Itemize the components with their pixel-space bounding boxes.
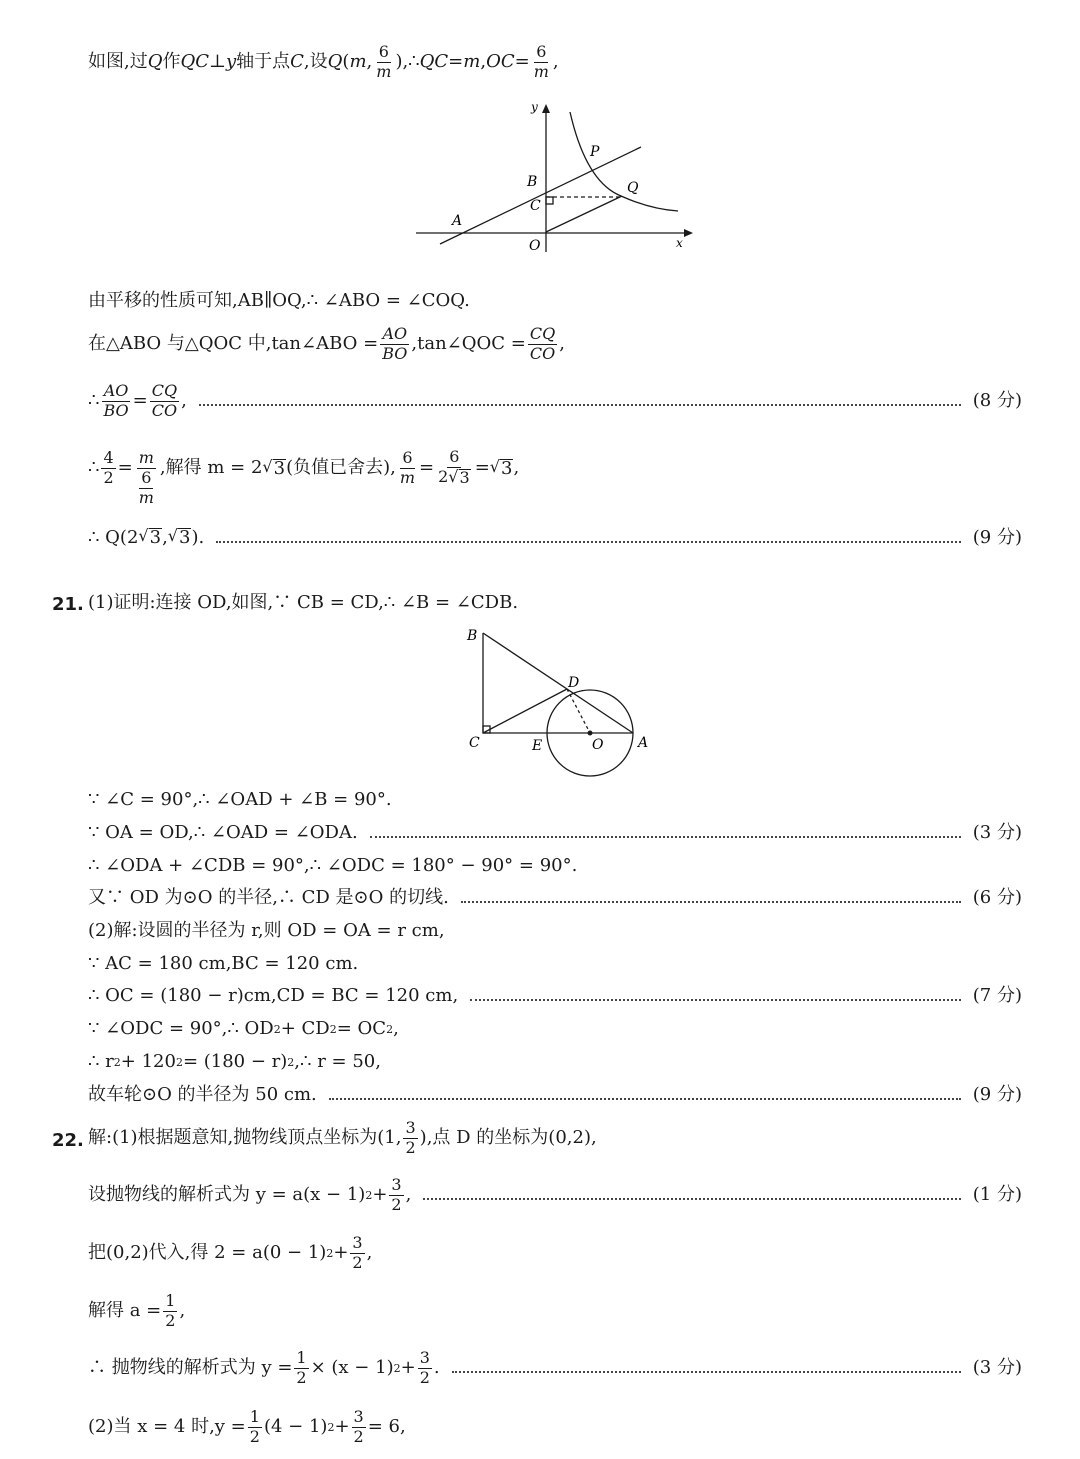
text: ∴ ∠ODA + ∠CDB = 90°,∴ ∠ODC = 180° − 90° = 90°.: [88, 855, 578, 876]
question-number-21: 21.: [52, 594, 84, 615]
complex-fraction: $\frac{m}{\frac{6}{m}}$: [138, 448, 154, 507]
line-substitute: 把(0,2)代入,得 2 = a(0 − 1) 2 + $\frac{3}{2}$ ,: [88, 1233, 373, 1272]
line-q22-vertex: [88, 1120, 597, 1157]
text: ⊥: [209, 51, 226, 73]
var: Q: [327, 51, 343, 73]
line-solve-a: [88, 1293, 185, 1330]
score-label: (7 分): [972, 985, 1022, 1006]
label-d: D: [568, 675, 580, 691]
text: ∴ r: [88, 1051, 114, 1072]
line-ratio: [88, 383, 1022, 420]
line-q21-proof: [88, 594, 518, 612]
text: = 6,: [367, 1416, 406, 1438]
text: ,: [366, 51, 373, 73]
text: =: [132, 390, 148, 412]
line-define-q: [88, 44, 559, 81]
line-conclusion-21: [88, 1086, 1022, 1104]
label-p: P: [590, 144, 600, 160]
label-q: Q: [627, 180, 639, 196]
fraction: $\frac{3}{2}$: [352, 1233, 363, 1272]
var: QC: [419, 51, 449, 73]
line-pythagoras: ∵ ∠ODC = 90°,∴ OD 2 + CD 2 = OC 2 ,: [88, 1018, 399, 1039]
text: ,: [552, 51, 559, 73]
text: (2)解:设圆的半径为 r,则 OD = OA = r cm,: [88, 920, 445, 941]
line-solve-r: ∴ r 2 + 120 2 = (180 − r) 2 ,∴ r = 50,: [88, 1051, 381, 1072]
label-a: A: [452, 213, 463, 229]
sqrt: √ 3: [489, 456, 513, 479]
line-ab: [440, 147, 641, 244]
text: ,tan∠QOC =: [411, 333, 526, 355]
score-label: (9 分): [972, 1084, 1022, 1105]
score-label: (1 分): [972, 1184, 1022, 1206]
label-o: O: [529, 238, 541, 254]
segment-cd: [483, 689, 567, 733]
label-e: E: [532, 738, 543, 754]
text: + 120: [120, 1051, 176, 1072]
text: 把(0,2)代入,得 2 = a(0 − 1): [88, 1242, 327, 1264]
score-label: (6 分): [972, 887, 1022, 908]
segment-oq: [546, 196, 622, 232]
text: (负值已舍去),: [286, 457, 396, 479]
text: ,: [480, 51, 487, 73]
fraction: $\frac{3}{2}$: [353, 1407, 364, 1446]
line-oa-od: [88, 824, 1022, 842]
text: ),∴: [395, 51, 420, 73]
text: 设抛物线的解析式为 y = a(x − 1): [88, 1184, 366, 1206]
line-tangent: [88, 889, 1022, 907]
fraction: $\frac{AO}{BO}$: [382, 324, 408, 363]
leader-dots: [199, 404, 961, 406]
text: ,: [513, 457, 520, 479]
line-radius: [88, 922, 445, 940]
fraction: $\frac{6}{m}$: [533, 42, 549, 81]
var: OC: [486, 51, 515, 73]
label-b: B: [527, 174, 538, 190]
score-label: (3 分): [972, 1357, 1022, 1379]
text: ∴: [88, 390, 100, 412]
fraction: $\frac{6}{m}$: [399, 447, 416, 487]
fraction: $\frac{1}{2}$: [249, 1407, 260, 1446]
var: C: [290, 51, 304, 73]
score-label: (3 分): [972, 822, 1022, 843]
fraction: 6 2 √ 3: [438, 447, 470, 488]
text: ,解得 m = 2: [159, 457, 263, 479]
text: =: [117, 457, 133, 479]
line-q-coord: [88, 528, 1022, 547]
text: ∵ ∠C = 90°,∴ ∠OAD + ∠B = 90°.: [88, 789, 392, 810]
var: m: [463, 51, 481, 73]
text: +: [333, 1242, 349, 1264]
fraction: $\frac{4}{2}$: [103, 447, 114, 487]
text: ∵ ∠ODC = 90°,∴ OD: [88, 1018, 274, 1039]
text: ),点 D 的坐标为(0,2),: [419, 1127, 597, 1149]
text: = (180 − r): [182, 1051, 288, 1072]
text: 在△ABO 与△QOC 中,tan∠ABO =: [88, 333, 379, 355]
text: ∴ OC = (180 − r)cm,CD = BC = 120 cm,: [88, 985, 459, 1006]
text: ,: [366, 1242, 373, 1264]
text: ,: [405, 1184, 412, 1206]
label-o: O: [592, 737, 604, 753]
leader-dots: [423, 1198, 960, 1200]
leader-dots: [329, 1098, 961, 1100]
text: ,: [393, 1018, 399, 1039]
line-x-equals-4: (2)当 x = 4 时,y = $\frac{1}{2}$ (4 − 1) 2 + $\frac{3}{2}$ = 6,: [88, 1407, 406, 1446]
var: m: [349, 51, 367, 73]
text: ,: [162, 526, 168, 548]
sqrt: √ 3: [138, 526, 162, 548]
line-odc: [88, 857, 577, 875]
score-label: (9 分): [972, 526, 1022, 548]
score-label: (8 分): [972, 390, 1022, 412]
text: +: [334, 1416, 350, 1438]
text: ∴ Q(2: [88, 526, 139, 548]
fraction: $\frac{3}{2}$: [391, 1175, 402, 1214]
right-angle-mark: [546, 197, 553, 204]
center-dot: [588, 731, 593, 736]
label-a: A: [638, 735, 649, 751]
line-set-parabola: 设抛物线的解析式为 y = a(x − 1) 2 + $\frac{3}{2}$ , (1 分): [88, 1175, 1022, 1214]
figure-circle-triangle: [460, 622, 660, 784]
text: 故车轮⊙O 的半径为 50 cm.: [88, 1084, 317, 1105]
fraction: $\frac{6}{m}$: [376, 42, 392, 81]
text: + CD: [280, 1018, 330, 1039]
sqrt: √ 3: [262, 456, 286, 479]
y-arrow-icon: [542, 104, 550, 113]
fraction: $\frac{AO}{BO}$: [103, 381, 129, 420]
text: =: [419, 457, 435, 479]
fraction: $\frac{3}{2}$: [419, 1348, 430, 1387]
text: =: [474, 457, 490, 479]
text: 解:(1)根据题意知,抛物线顶点坐标为(1,: [88, 1127, 402, 1149]
line-solve-m: [88, 440, 520, 507]
text: 如图,过: [88, 51, 148, 73]
figure-hyperbola: [410, 95, 700, 265]
text: 解得 a =: [88, 1300, 162, 1322]
hyperbola-curve: [570, 112, 678, 211]
text: ).: [191, 526, 205, 548]
text: = OC: [336, 1018, 387, 1039]
text: ∵ AC = 180 cm,BC = 120 cm.: [88, 953, 359, 974]
text: ∵ OA = OD,∴ ∠OAD = ∠ODA.: [88, 822, 358, 843]
fraction: $\frac{CQ}{CO}$: [529, 324, 556, 363]
leader-dots: [452, 1371, 961, 1373]
text: ,: [181, 390, 187, 412]
text: (1)证明:连接 OD,如图,∵ CB = CD,∴ ∠B = ∠CDB.: [88, 592, 519, 613]
label-y: y: [531, 100, 538, 114]
fraction: $\frac{1}{2}$: [165, 1291, 176, 1330]
line-ac-bc: [88, 955, 358, 973]
label-x: x: [676, 236, 683, 250]
text: (: [342, 51, 350, 73]
text: (4 − 1): [263, 1416, 328, 1438]
line-angle-c: [88, 791, 392, 809]
text: (2)当 x = 4 时,y =: [88, 1416, 246, 1438]
line-translation: [88, 292, 470, 310]
text: ,: [179, 1300, 186, 1322]
sqrt: √ 3: [167, 526, 191, 548]
leader-dots: [216, 541, 961, 543]
segment-ba: [483, 633, 633, 733]
text: ∴: [88, 457, 100, 479]
fraction: $\frac{1}{2}$: [296, 1348, 307, 1387]
text: 又∵ OD 为⊙O 的半径,∴ CD 是⊙O 的切线.: [88, 887, 449, 908]
text: 由平移的性质可知,AB∥OQ,∴ ∠ABO = ∠COQ.: [88, 290, 470, 311]
text: ,设: [303, 51, 328, 73]
fraction: $\frac{3}{2}$: [405, 1118, 416, 1157]
label-c: C: [530, 198, 541, 214]
line-oc-cd: [88, 987, 1022, 1005]
text: +: [372, 1184, 388, 1206]
label-c: C: [469, 735, 480, 751]
leader-dots: [461, 901, 961, 903]
text: 轴于点: [236, 51, 291, 73]
text: ,: [559, 333, 565, 355]
text: 作: [162, 51, 181, 73]
text: =: [514, 51, 530, 73]
fraction: $\frac{CQ}{CO}$: [151, 381, 178, 420]
line-parabola-result: ∴ 抛物线的解析式为 y = $\frac{1}{2}$ × (x − 1) 2 + $\frac{3}{2}$ . (3 分): [88, 1348, 1022, 1387]
var: y: [225, 51, 237, 73]
label-b: B: [467, 628, 478, 644]
text: ,∴ r = 50,: [294, 1051, 381, 1072]
x-arrow-icon: [684, 229, 693, 237]
text: × (x − 1): [310, 1357, 394, 1379]
line-tan: [88, 326, 565, 363]
question-number-22: 22.: [52, 1130, 84, 1151]
text: +: [400, 1357, 416, 1379]
text: =: [448, 51, 464, 73]
var: QC: [180, 51, 210, 73]
leader-dots: [370, 836, 961, 838]
text: ∴ 抛物线的解析式为 y =: [88, 1357, 293, 1379]
leader-dots: [470, 999, 961, 1001]
var: Q: [147, 51, 163, 73]
text: .: [433, 1357, 440, 1379]
segment-od: [567, 689, 590, 733]
